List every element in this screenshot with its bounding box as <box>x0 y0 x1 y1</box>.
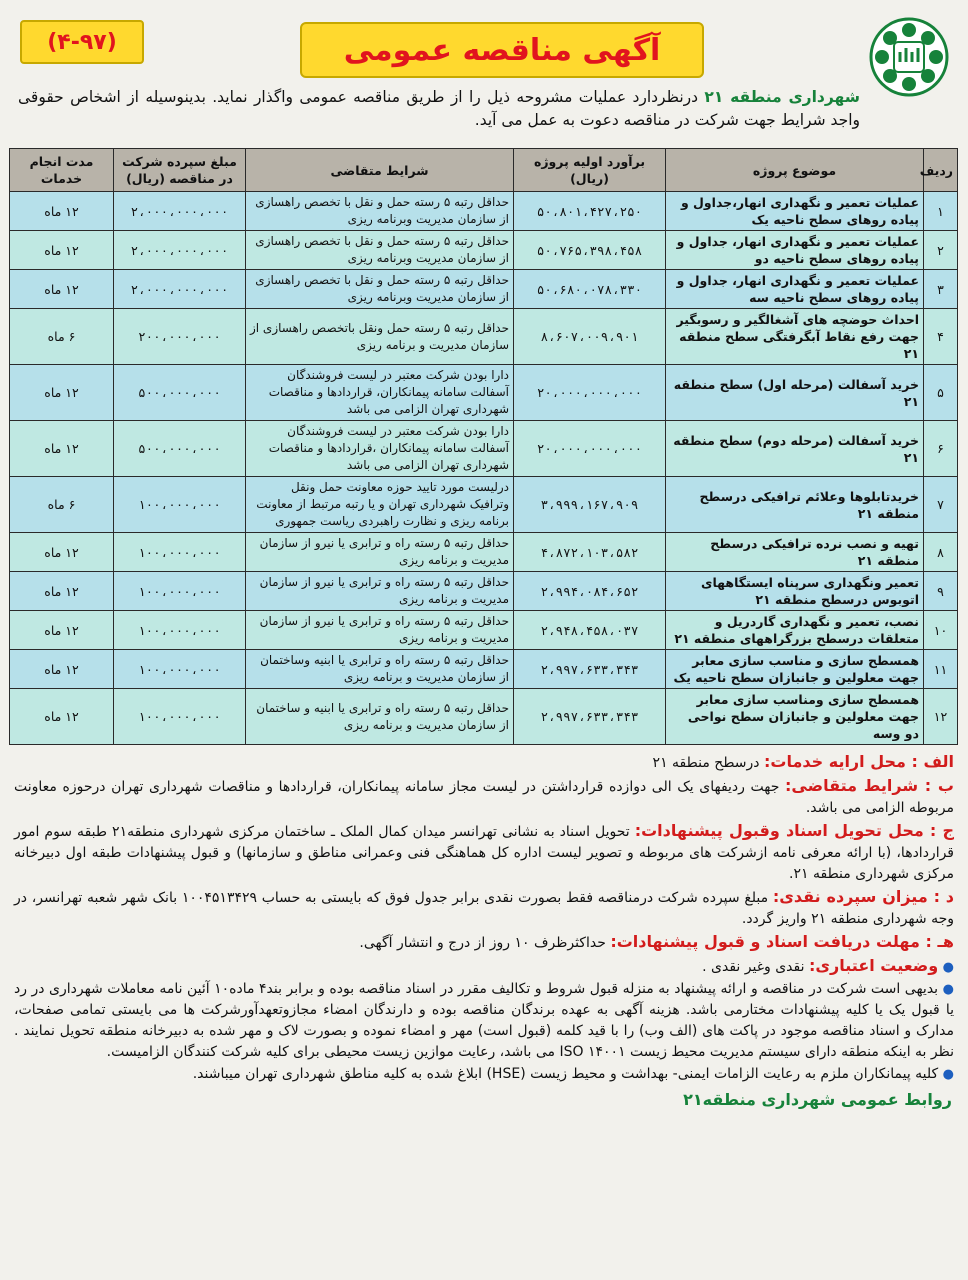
estimate-cell: ۵۰،۸۰۱،۴۲۷،۲۵۰ <box>514 192 666 231</box>
table-row <box>10 533 958 572</box>
credit-status <box>14 955 954 978</box>
row-number-cell: ۶ <box>924 421 958 477</box>
subject-cell: تعمیر ونگهداری سرپناه ایستگاههای اتوبوس درسطح منطقه ۲۱ <box>666 572 924 611</box>
estimate-cell: ۴،۸۷۲،۱۰۳،۵۸۲ <box>514 533 666 572</box>
duration-cell: ۶ ماه <box>10 309 114 365</box>
date-code-badge: (۴-۹۷) <box>20 20 144 64</box>
row-number-cell: ۱ <box>924 192 958 231</box>
estimate-cell: ۵۰،۶۸۰،۰۷۸،۳۳۰ <box>514 270 666 309</box>
requirements-cell: دارا بودن شرکت معتبر در لیست فروشندگان آسفالت سامانه پیمانکاران، قراردادها و مناقصات شهرداری تهران الزامی می باشد <box>246 365 514 421</box>
table-row <box>10 192 958 231</box>
subject-cell: نصب، تعمیر و نگهداری گاردریل و متعلقات درسطح بزرگراههای منطقه ۲۱ <box>666 611 924 650</box>
section-b-label: ب : شرایط متقاضی: <box>785 776 954 795</box>
deposit-cell: ۲۰۰،۰۰۰،۰۰۰ <box>114 309 246 365</box>
requirements-cell: حداقل رتبه ۵ رسته حمل و نقل با تخصص راهسازی از سازمان مدیریت وبرنامه ریزی <box>246 231 514 270</box>
conditions-section <box>10 751 958 1110</box>
requirements-cell: حداقل رتبه ۵ رسته حمل و نقل با تخصص راهسازی از سازمان مدیریت وبرنامه ریزی <box>246 270 514 309</box>
bullet-icon: ● <box>942 982 954 997</box>
subject-cell: خرید آسفالت (مرحله اول) سطح منطقه ۲۱ <box>666 365 924 421</box>
notice-header <box>10 8 958 129</box>
deposit-cell: ۲،۰۰۰،۰۰۰،۰۰۰ <box>114 192 246 231</box>
requirements-cell: حداقل رتبه ۵ رسته حمل ونقل باتخصص راهسازی از سازمان مدیریت و برنامه ریزی <box>246 309 514 365</box>
duration-cell: ۱۲ ماه <box>10 611 114 650</box>
municipality-logo-icon <box>868 16 950 98</box>
table-row <box>10 477 958 533</box>
estimate-cell: ۸،۶۰۷،۰۰۹،۹۰۱ <box>514 309 666 365</box>
table-row <box>10 572 958 611</box>
estimate-cell: ۲،۹۹۷،۶۳۳،۳۴۳ <box>514 650 666 689</box>
estimate-cell: ۵۰،۷۶۵،۳۹۸،۴۵۸ <box>514 231 666 270</box>
requirements-cell: حداقل رتبه ۵ رسته حمل و نقل با تخصص راهسازی از سازمان مدیریت وبرنامه ریزی <box>246 192 514 231</box>
section-c-label: ج : محل تحویل اسناد وقبول پیشنهادات: <box>634 821 955 840</box>
duration-cell: ۶ ماه <box>10 477 114 533</box>
note-1-text: بدیهی است شرکت در مناقصه و ارائه پیشنهاد به منزله قبول شروط و تکالیف مقرر در اسناد مناقصه بوده و برابر بند۴ ماده۱۰ آئین نامه معاملات شهرداری در رد یا قبول یک یا کلیه پیشنهادات مختارمی باشد. هزینه آگهی به عهده برندگان مناقصه بوده و دارندگان امضاء مجازوتعهدآورشرکت ها می بایستی تمامی صفحات، مدارک و اسناد مناقصه موجود در پاکت های (الف وب) را با قید کلمه (قبول است) مهر و امضاء نموده و بصورت لاک و مهر شده به دبیرخانه منطقه تحویل نمایند . نظر به اینکه منطقه دارای سیستم مدیریت محیط زیست ۱۴۰۰۱ ISO می باشد، رعایت موازین زیست محیطی برای کلیه شرکت کنندگان الزامیست. <box>14 981 954 1060</box>
row-number-cell: ۱۲ <box>924 689 958 745</box>
duration-cell: ۱۲ ماه <box>10 192 114 231</box>
row-number-cell: ۸ <box>924 533 958 572</box>
credit-status-text: نقدی وغیر نقدی . <box>702 959 809 975</box>
section-e-text: حداکثرظرف ۱۰ روز از درج و انتشار آگهی. <box>359 935 611 951</box>
header-subject: موضوع پروژه <box>666 149 924 192</box>
subject-cell: همسطح سازی ومناسب سازی معابر جهت معلولین و جانبازان سطح نواحی دو وسه <box>666 689 924 745</box>
duration-cell: ۱۲ ماه <box>10 270 114 309</box>
intro-text: درنظردارد عملیات مشروحه ذیل را از طریق مناقصه عمومی واگذار نماید. بدینوسیله از اشخاص حقوقی واجد شرایط جهت شرکت در مناقصه دعوت به عمل می آید. <box>18 88 860 129</box>
requirements-cell: درلیست مورد تایید حوزه معاونت حمل ونقل وترافیک شهرداری تهران و یا رتبه مرتبط از معاونت برنامه ریزی و نظارت راهبردی ریاست جمهوری <box>246 477 514 533</box>
deposit-cell: ۵۰۰،۰۰۰،۰۰۰ <box>114 365 246 421</box>
row-number-cell: ۵ <box>924 365 958 421</box>
table-header-row <box>10 149 958 192</box>
duration-cell: ۱۲ ماه <box>10 421 114 477</box>
section-a <box>14 751 954 774</box>
subject-cell: همسطح سازی و مناسب سازی معابر جهت معلولین و جانبازان سطح ناحیه یک <box>666 650 924 689</box>
deposit-cell: ۱۰۰،۰۰۰،۰۰۰ <box>114 477 246 533</box>
row-number-cell: ۳ <box>924 270 958 309</box>
subject-cell: تهیه و نصب نرده ترافیکی درسطح منطقه ۲۱ <box>666 533 924 572</box>
header-deposit: مبلغ سپرده شرکت در مناقصه (ریال) <box>114 149 246 192</box>
organization-name: شهرداری منطقه ۲۱ <box>704 88 860 106</box>
row-number-cell: ۱۱ <box>924 650 958 689</box>
table-row <box>10 231 958 270</box>
requirements-cell: حداقل رتبه ۵ رسته راه و ترابری یا ابنیه و ساختمان از سازمان مدیریت و برنامه ریزی <box>246 689 514 745</box>
public-relations-signature: روابط عمومی شهرداری منطقه۲۱ <box>683 1090 952 1109</box>
estimate-cell: ۲،۹۴۸،۴۵۸،۰۳۷ <box>514 611 666 650</box>
table-row <box>10 650 958 689</box>
section-a-label: الف : محل ارایه خدمات: <box>764 752 954 771</box>
subject-cell: عملیات تعمیر و نگهداری انهار، جداول و پیاده روهای سطح ناحیه سه <box>666 270 924 309</box>
table-row <box>10 365 958 421</box>
credit-status-label: وضعیت اعتباری: <box>808 956 939 975</box>
estimate-cell: ۲۰،۰۰۰،۰۰۰،۰۰۰ <box>514 365 666 421</box>
header-duration: مدت انجام خدمات <box>10 149 114 192</box>
section-a-text: درسطح منطقه ۲۱ <box>652 755 764 771</box>
subject-cell: احداث حوضچه های آشغالگیر و رسوبگیر جهت رفع نقاط آبگرفتگی سطح منطقه ۲۱ <box>666 309 924 365</box>
subject-cell: خریدتابلوها وعلائم ترافیکی درسطح منطقه ۲۱ <box>666 477 924 533</box>
note-2 <box>14 1064 954 1085</box>
note-2-text: کلیه پیمانکاران ملزم به رعایت الزامات ایمنی- بهداشت و محیط زیست (HSE) ابلاغ شده به کلیه مناطق شهرداری تهران میباشند. <box>192 1066 939 1082</box>
section-b <box>14 775 954 819</box>
section-c-text: تحویل اسناد به نشانی تهرانسر میدان کمال الملک ـ ساختمان مرکزی شهرداری منطقه۲۱ طبقه سوم امور قراردادها، (با ارائه معرفی نامه ازشرکت های مربوطه و تصویر لیست اداره کل هماهنگی فنی وعمرانی مناطق و سازمانها) و قبول پیشنهادات طبقه اول دبیرخانه مرکزی شهرداری منطقه ۲۱. <box>14 824 954 882</box>
header-estimate: برآورد اولیه پروژه (ریال) <box>514 149 666 192</box>
bullet-icon: ● <box>942 960 954 975</box>
section-e <box>14 931 954 954</box>
section-d-text: مبلغ سپرده شرکت درمناقصه فقط بصورت نقدی برابر جدول فوق که بایستی به حساب ۱۰۰۴۵۱۳۴۲۹ بانک شهر شعبه تهرانسر، در وجه شهرداری منطقه ۲۱ واریز گردد. <box>14 890 954 927</box>
row-number-cell: ۷ <box>924 477 958 533</box>
duration-cell: ۱۲ ماه <box>10 231 114 270</box>
duration-cell: ۱۲ ماه <box>10 650 114 689</box>
table-row <box>10 611 958 650</box>
row-number-cell: ۹ <box>924 572 958 611</box>
subject-cell: عملیات تعمیر و نگهداری انهار، جداول و پیاده روهای سطح ناحیه دو <box>666 231 924 270</box>
section-b-text: جهت ردیفهای یک الی دوازده قرارداشتن در لیست مجاز سامانه پیمانکاران، قراردادها و مناقصات شهرداری تهران درحوزه معاونت مربوطه الزامی می باشد. <box>14 779 954 816</box>
table-row <box>10 689 958 745</box>
requirements-cell: حداقل رتبه ۵ رسته راه و ترابری یا نیرو از سازمان مدیریت و برنامه ریزی <box>246 572 514 611</box>
table-body <box>10 192 958 745</box>
duration-cell: ۱۲ ماه <box>10 572 114 611</box>
section-d-label: د : میزان سپرده نقدی: <box>772 887 954 906</box>
notice-title: آگهی مناقصه عمومی <box>300 22 704 78</box>
deposit-cell: ۲،۰۰۰،۰۰۰،۰۰۰ <box>114 231 246 270</box>
estimate-cell: ۲،۹۹۴،۰۸۴،۶۵۲ <box>514 572 666 611</box>
requirements-cell: حداقل رتبه ۵ رسته راه و ترابری یا نیرو از سازمان مدیریت و برنامه ریزی <box>246 611 514 650</box>
duration-cell: ۱۲ ماه <box>10 689 114 745</box>
section-e-label: هـ : مهلت دریافت اسناد و قبول پیشنهادات: <box>610 932 954 951</box>
bullet-icon: ● <box>942 1067 954 1082</box>
requirements-cell: حداقل رتبه ۵ رسته راه و ترابری یا ابنیه وساختمان از سازمان مدیریت و برنامه ریزی <box>246 650 514 689</box>
estimate-cell: ۳،۹۹۹،۱۶۷،۹۰۹ <box>514 477 666 533</box>
intro-paragraph <box>18 86 860 132</box>
row-number-cell: ۲ <box>924 231 958 270</box>
table-row <box>10 309 958 365</box>
requirements-cell: دارا بودن شرکت معتبر در لیست فروشندگان آسفالت سامانه پیمانکاران ،قراردادها و مناقصات شهرداری تهران الزامی می باشد <box>246 421 514 477</box>
header-requirements: شرایط متقاضی <box>246 149 514 192</box>
estimate-cell: ۲۰،۰۰۰،۰۰۰،۰۰۰ <box>514 421 666 477</box>
row-number-cell: ۴ <box>924 309 958 365</box>
duration-cell: ۱۲ ماه <box>10 365 114 421</box>
table-row <box>10 421 958 477</box>
section-c <box>14 820 954 885</box>
subject-cell: خرید آسفالت (مرحله دوم) سطح منطقه ۲۱ <box>666 421 924 477</box>
deposit-cell: ۲،۰۰۰،۰۰۰،۰۰۰ <box>114 270 246 309</box>
deposit-cell: ۵۰۰،۰۰۰،۰۰۰ <box>114 421 246 477</box>
header-row-number: ردیف <box>924 149 958 192</box>
projects-table <box>9 148 958 745</box>
table-row <box>10 270 958 309</box>
deposit-cell: ۱۰۰،۰۰۰،۰۰۰ <box>114 572 246 611</box>
deposit-cell: ۱۰۰،۰۰۰،۰۰۰ <box>114 650 246 689</box>
requirements-cell: حداقل رتبه ۵ رسته راه و ترابری یا نیرو از سازمان مدیریت و برنامه ریزی <box>246 533 514 572</box>
duration-cell: ۱۲ ماه <box>10 533 114 572</box>
deposit-cell: ۱۰۰،۰۰۰،۰۰۰ <box>114 533 246 572</box>
subject-cell: عملیات تعمیر و نگهداری انهار،جداول و پیاده روهای سطح ناحیه یک <box>666 192 924 231</box>
note-1 <box>14 979 954 1063</box>
section-d <box>14 886 954 930</box>
deposit-cell: ۱۰۰،۰۰۰،۰۰۰ <box>114 689 246 745</box>
row-number-cell: ۱۰ <box>924 611 958 650</box>
estimate-cell: ۲،۹۹۷،۶۳۳،۳۴۳ <box>514 689 666 745</box>
deposit-cell: ۱۰۰،۰۰۰،۰۰۰ <box>114 611 246 650</box>
